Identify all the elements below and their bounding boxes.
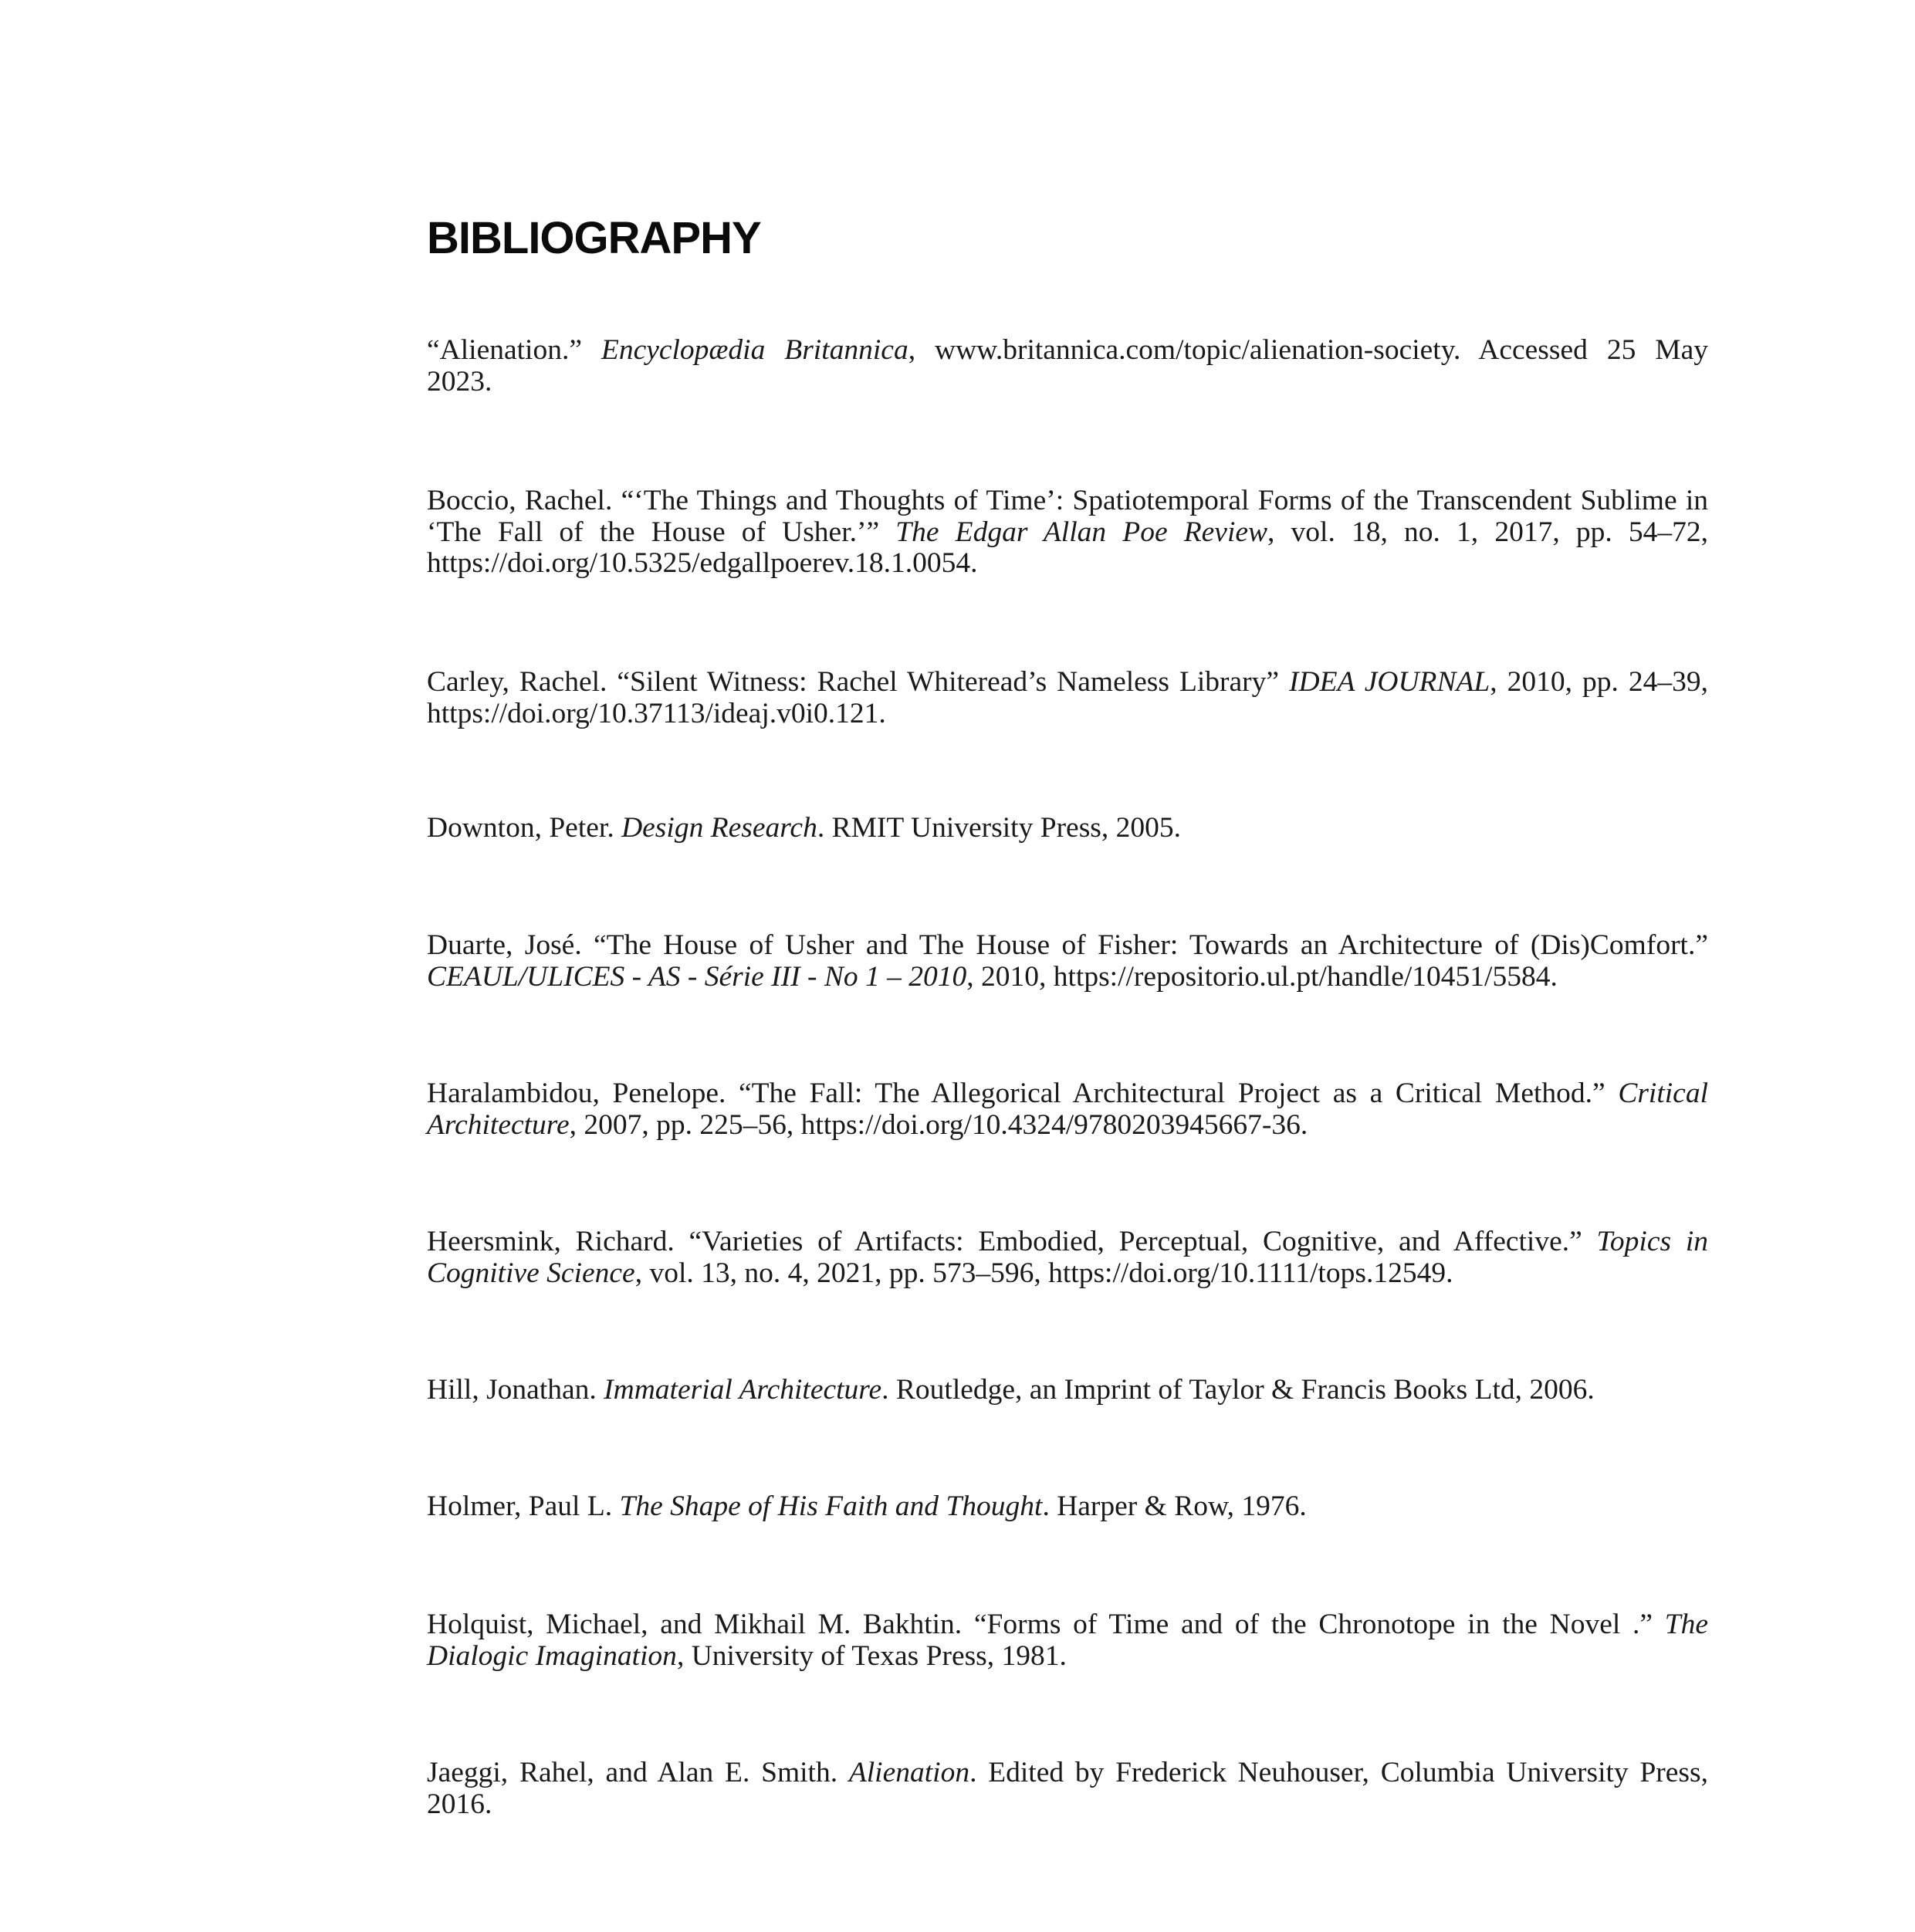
entry-text: Hill, Jonathan. <box>427 1374 604 1406</box>
bibliography-entry <box>427 667 1708 729</box>
entry-source-title: The Edgar Allan Poe Review <box>895 516 1268 548</box>
entry-text: Heersmink, Richard. “Varieties of Artifacts: Embodied, Perceptual, Cognitive, and Affective.” <box>427 1226 1597 1257</box>
entry-text: , vol. 13, no. 4, 2021, pp. 573–596, https://doi.org/10.1111/tops.12549. <box>634 1257 1453 1289</box>
entry-text: , University of Texas Press, 1981. <box>676 1639 1067 1672</box>
bibliography-entry <box>427 1227 1708 1289</box>
bibliography-entry <box>427 486 1708 580</box>
entry-text: , 2007, pp. 225–56, https://doi.org/10.4324/9780203945667-36. <box>569 1108 1308 1141</box>
entry-text: Holmer, Paul L. <box>427 1490 620 1522</box>
entry-text: , 2010, pp. 24–39, https://doi.org/10.37113/ideaj.v0i0.121. <box>427 666 1708 729</box>
entry-text: Boccio, Rachel. “‘The Things and Thoughts of Time’: Spatiotemporal Forms of the Transcendent Sublime in ‘The Fall of the House of Usher.’” <box>427 485 1708 548</box>
entry-text: . Routledge, an Imprint of Taylor & Francis Books Ltd, 2006. <box>881 1374 1595 1406</box>
entry-source-title: Design Research <box>621 812 817 844</box>
entry-text: . RMIT University Press, 2005. <box>817 812 1182 844</box>
bibliography-entry <box>427 1491 1708 1523</box>
page-title: BIBLIOGRAPHY <box>427 213 761 263</box>
entry-text: Downton, Peter. <box>427 812 622 844</box>
bibliography-entry <box>427 1078 1708 1141</box>
entry-source-title: Alienation <box>848 1757 970 1788</box>
entry-source-title: CEAUL/ULICES - AS - Série III - No 1 – 2010 <box>427 960 967 993</box>
entry-text: “Alienation.” <box>427 334 601 366</box>
bibliography-entry <box>427 1609 1708 1672</box>
entry-source-title: The Dialogic Imagination <box>427 1609 1708 1672</box>
bibliography-entry <box>427 335 1708 398</box>
bibliography-entry <box>427 813 1708 844</box>
entry-text: Carley, Rachel. “Silent Witness: Rachel Whiteread’s Nameless Library” <box>427 666 1290 698</box>
entry-source-title: IDEA JOURNAL <box>1289 666 1490 698</box>
entry-text: , vol. 18, no. 1, 2017, pp. 54–72, https://doi.org/10.5325/edgallpoerev.18.1.0054. <box>427 516 1709 579</box>
entry-source-title: Topics in Cognitive Science <box>427 1226 1708 1289</box>
entry-text: Duarte, José. “The House of Usher and The House of Fisher: Towards an Architecture of (Dis)Comfort.” <box>427 929 1708 961</box>
entry-text: Jaeggi, Rahel, and Alan E. Smith. <box>427 1757 849 1788</box>
entry-text: . Harper & Row, 1976. <box>1042 1490 1307 1522</box>
entry-source-title: Immaterial Architecture <box>604 1374 882 1406</box>
entry-text: . Edited by Frederick Neuhouser, Columbia University Press, 2016. <box>427 1757 1708 1820</box>
entry-text: Holquist, Michael, and Mikhail M. Bakhtin. “Forms of Time and of the Chronotope in the Novel .” <box>427 1609 1665 1640</box>
bibliography-entry <box>427 1758 1708 1820</box>
entry-text: Haralambidou, Penelope. “The Fall: The Allegorical Architectural Project as a Critical Method.” <box>427 1078 1619 1109</box>
bibliography-entry <box>427 930 1708 993</box>
entry-source-title: Encyclopædia Britannica <box>601 334 908 366</box>
entry-text: , 2010, https://repositorio.ul.pt/handle/10451/5584. <box>966 960 1558 993</box>
bibliography-entry <box>427 1375 1708 1406</box>
entry-source-title: The Shape of His Faith and Thought <box>619 1490 1043 1522</box>
entry-text: , www.britannica.com/topic/alienation-society. Accessed 25 May 2023. <box>427 334 1708 398</box>
entry-source-title: Critical Architecture <box>427 1078 1708 1141</box>
